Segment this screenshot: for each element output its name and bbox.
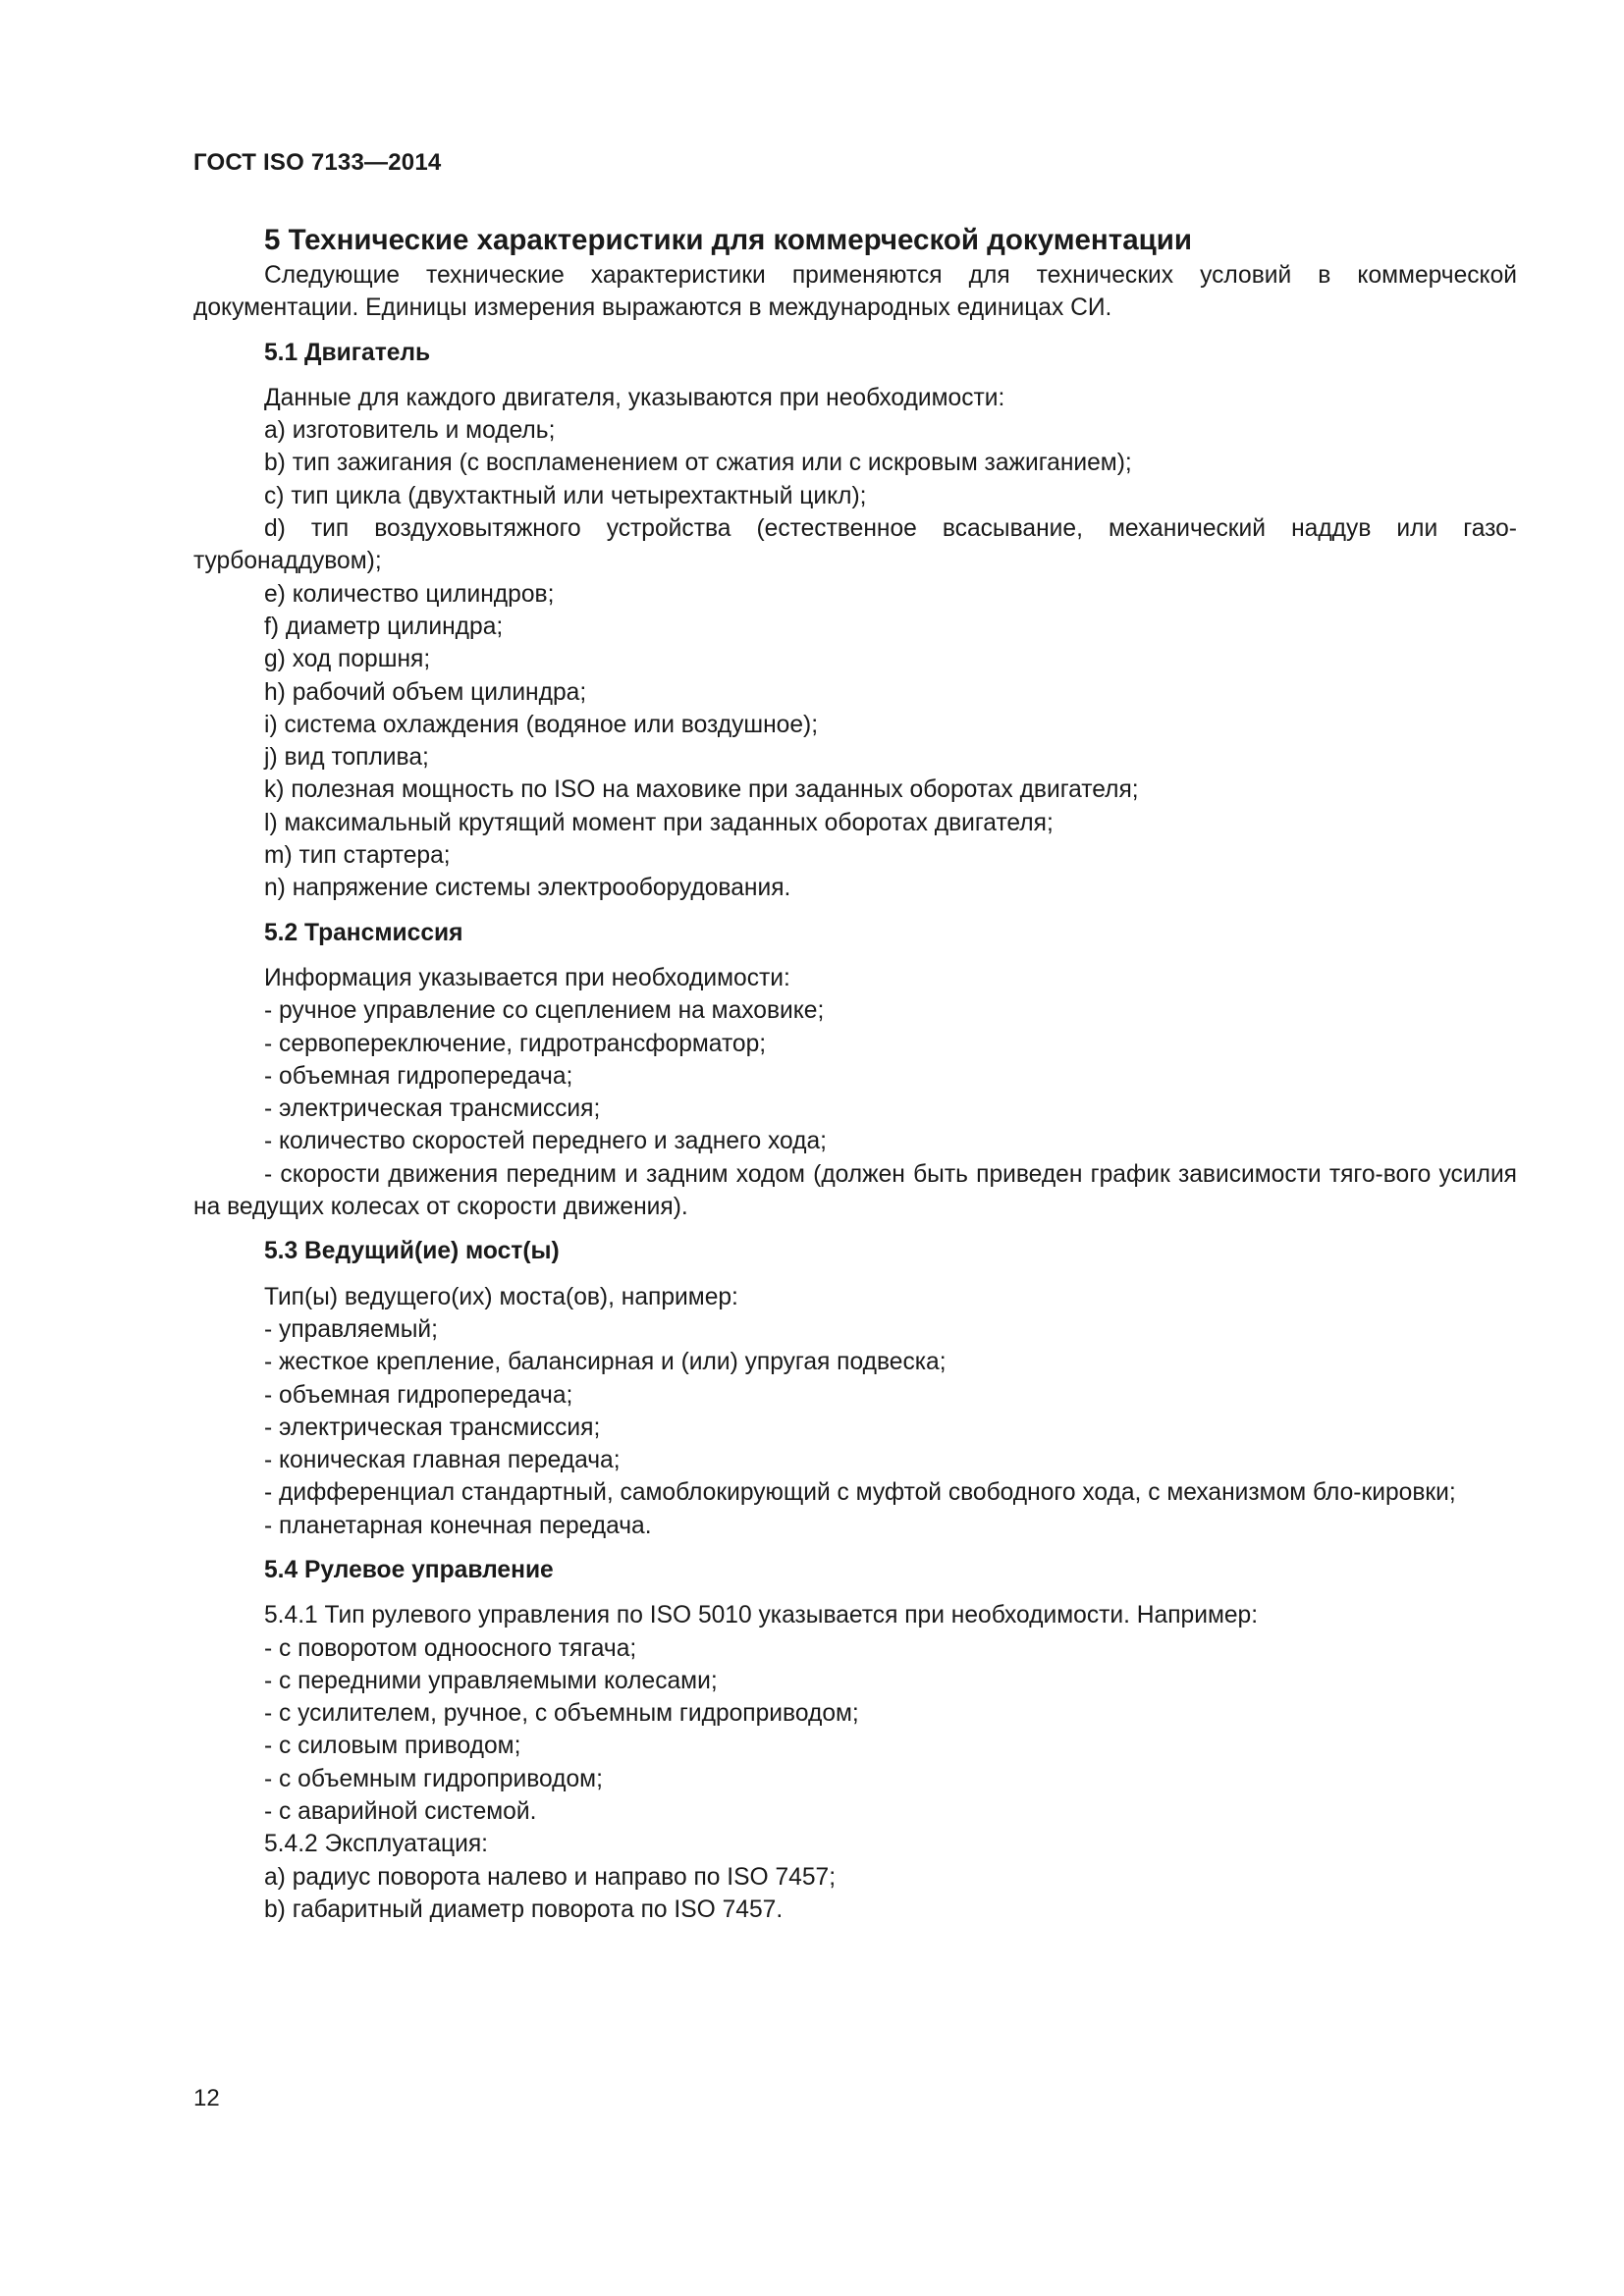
section-5-2-intro: Информация указывается при необходимости:: [264, 964, 790, 991]
list-item: - дифференциал стандартный, самоблокирующий с муфтой свободного хода, с механизмом бло-кировки;: [264, 1479, 1456, 1507]
list-item: - с усилителем, ручное, с объемным гидроприводом;: [264, 1700, 859, 1728]
list-item: - коническая главная передача;: [264, 1447, 621, 1474]
document-code: ГОСТ ISO 7133—2014: [193, 149, 442, 176]
section-5-intro: Следующие технические характеристики применяются для технических условий в коммерческой документации. Единицы измерения выражаются в международных единицах СИ.: [193, 262, 1517, 322]
list-item: e) количество цилиндров;: [264, 580, 555, 608]
list-item: - жесткое крепление, балансирная и (или) упругая подвеска;: [264, 1349, 947, 1376]
list-item: h) рабочий объем цилиндра;: [264, 678, 587, 706]
section-5-title: 5 Технические характеристики для коммерческой документации: [264, 224, 1193, 256]
section-5-3-intro: Тип(ы) ведущего(их) моста(ов), например:: [264, 1283, 738, 1310]
list-item: - электрическая трансмиссия;: [264, 1414, 601, 1441]
section-5-2-title: 5.2 Трансмиссия: [264, 919, 463, 946]
document-body: [193, 222, 1517, 1926]
list-item: - объемная гидропередача;: [264, 1381, 573, 1409]
list-item: - планетарная конечная передача.: [264, 1512, 652, 1539]
list-item: i) система охлаждения (водяное или воздушное);: [264, 711, 819, 738]
section-5-1-title: 5.1 Двигатель: [264, 339, 431, 366]
section-5-1-intro: Данные для каждого двигателя, указываются при необходимости:: [264, 384, 1005, 411]
list-item: j) вид топлива;: [264, 744, 429, 772]
list-item: - электрическая трансмиссия;: [264, 1095, 601, 1123]
section-5-4-2-text: 5.4.2 Эксплуатация:: [264, 1831, 489, 1858]
list-item: a) радиус поворота налево и направо по ISO 7457;: [264, 1863, 837, 1891]
list-item: f) диаметр цилиндра;: [264, 613, 504, 640]
list-item: - с поворотом одноосного тягача;: [264, 1634, 637, 1662]
list-item: - с объемным гидроприводом;: [264, 1765, 603, 1792]
list-item: l) максимальный крутящий момент при заданных оборотах двигателя;: [264, 809, 1054, 836]
list-item: n) напряжение системы электрооборудования.: [264, 875, 791, 902]
list-item: - с передними управляемыми колесами;: [264, 1667, 718, 1694]
list-item: c) тип цикла (двухтактный или четырехтактный цикл);: [264, 482, 867, 509]
list-item: - сервопереключение, гидротрансформатор;: [264, 1030, 767, 1057]
section-5-3-title: 5.3 Ведущий(ие) мост(ы): [264, 1238, 560, 1265]
list-item: g) ход поршня;: [264, 646, 431, 673]
list-item: - с силовым приводом;: [264, 1733, 521, 1760]
page-number: 12: [193, 2085, 220, 2111]
list-item: b) габаритный диаметр поворота по ISO 7457.: [264, 1896, 784, 1923]
list-item: a) изготовитель и модель;: [264, 417, 556, 445]
list-item: - количество скоростей переднего и заднего хода;: [264, 1128, 827, 1155]
list-item: - объемная гидропередача;: [264, 1062, 573, 1090]
section-5-4-1-text: 5.4.1 Тип рулевого управления по ISO 5010 указывается при необходимости. Например:: [264, 1602, 1259, 1629]
section-5-4-title: 5.4 Рулевое управление: [264, 1556, 554, 1583]
list-item: m) тип стартера;: [264, 842, 451, 870]
list-item: d) тип воздуховытяжного устройства (естественное всасывание, механический наддув или газо-турбонаддувом);: [193, 515, 1517, 575]
list-item: - скорости движения передним и задним ходом (должен быть приведен график зависимости тяго-вого усилия на ведущих колесах от скорости движения).: [193, 1160, 1517, 1221]
list-item: b) тип зажигания (с воспламенением от сжатия или с искровым зажиганием);: [264, 450, 1132, 477]
list-item: - с аварийной системой.: [264, 1798, 537, 1826]
list-item: - управляемый;: [264, 1315, 438, 1343]
list-item: k) полезная мощность по ISO на маховике при заданных оборотах двигателя;: [264, 776, 1139, 804]
list-item: - ручное управление со сцеплением на маховике;: [264, 997, 825, 1025]
